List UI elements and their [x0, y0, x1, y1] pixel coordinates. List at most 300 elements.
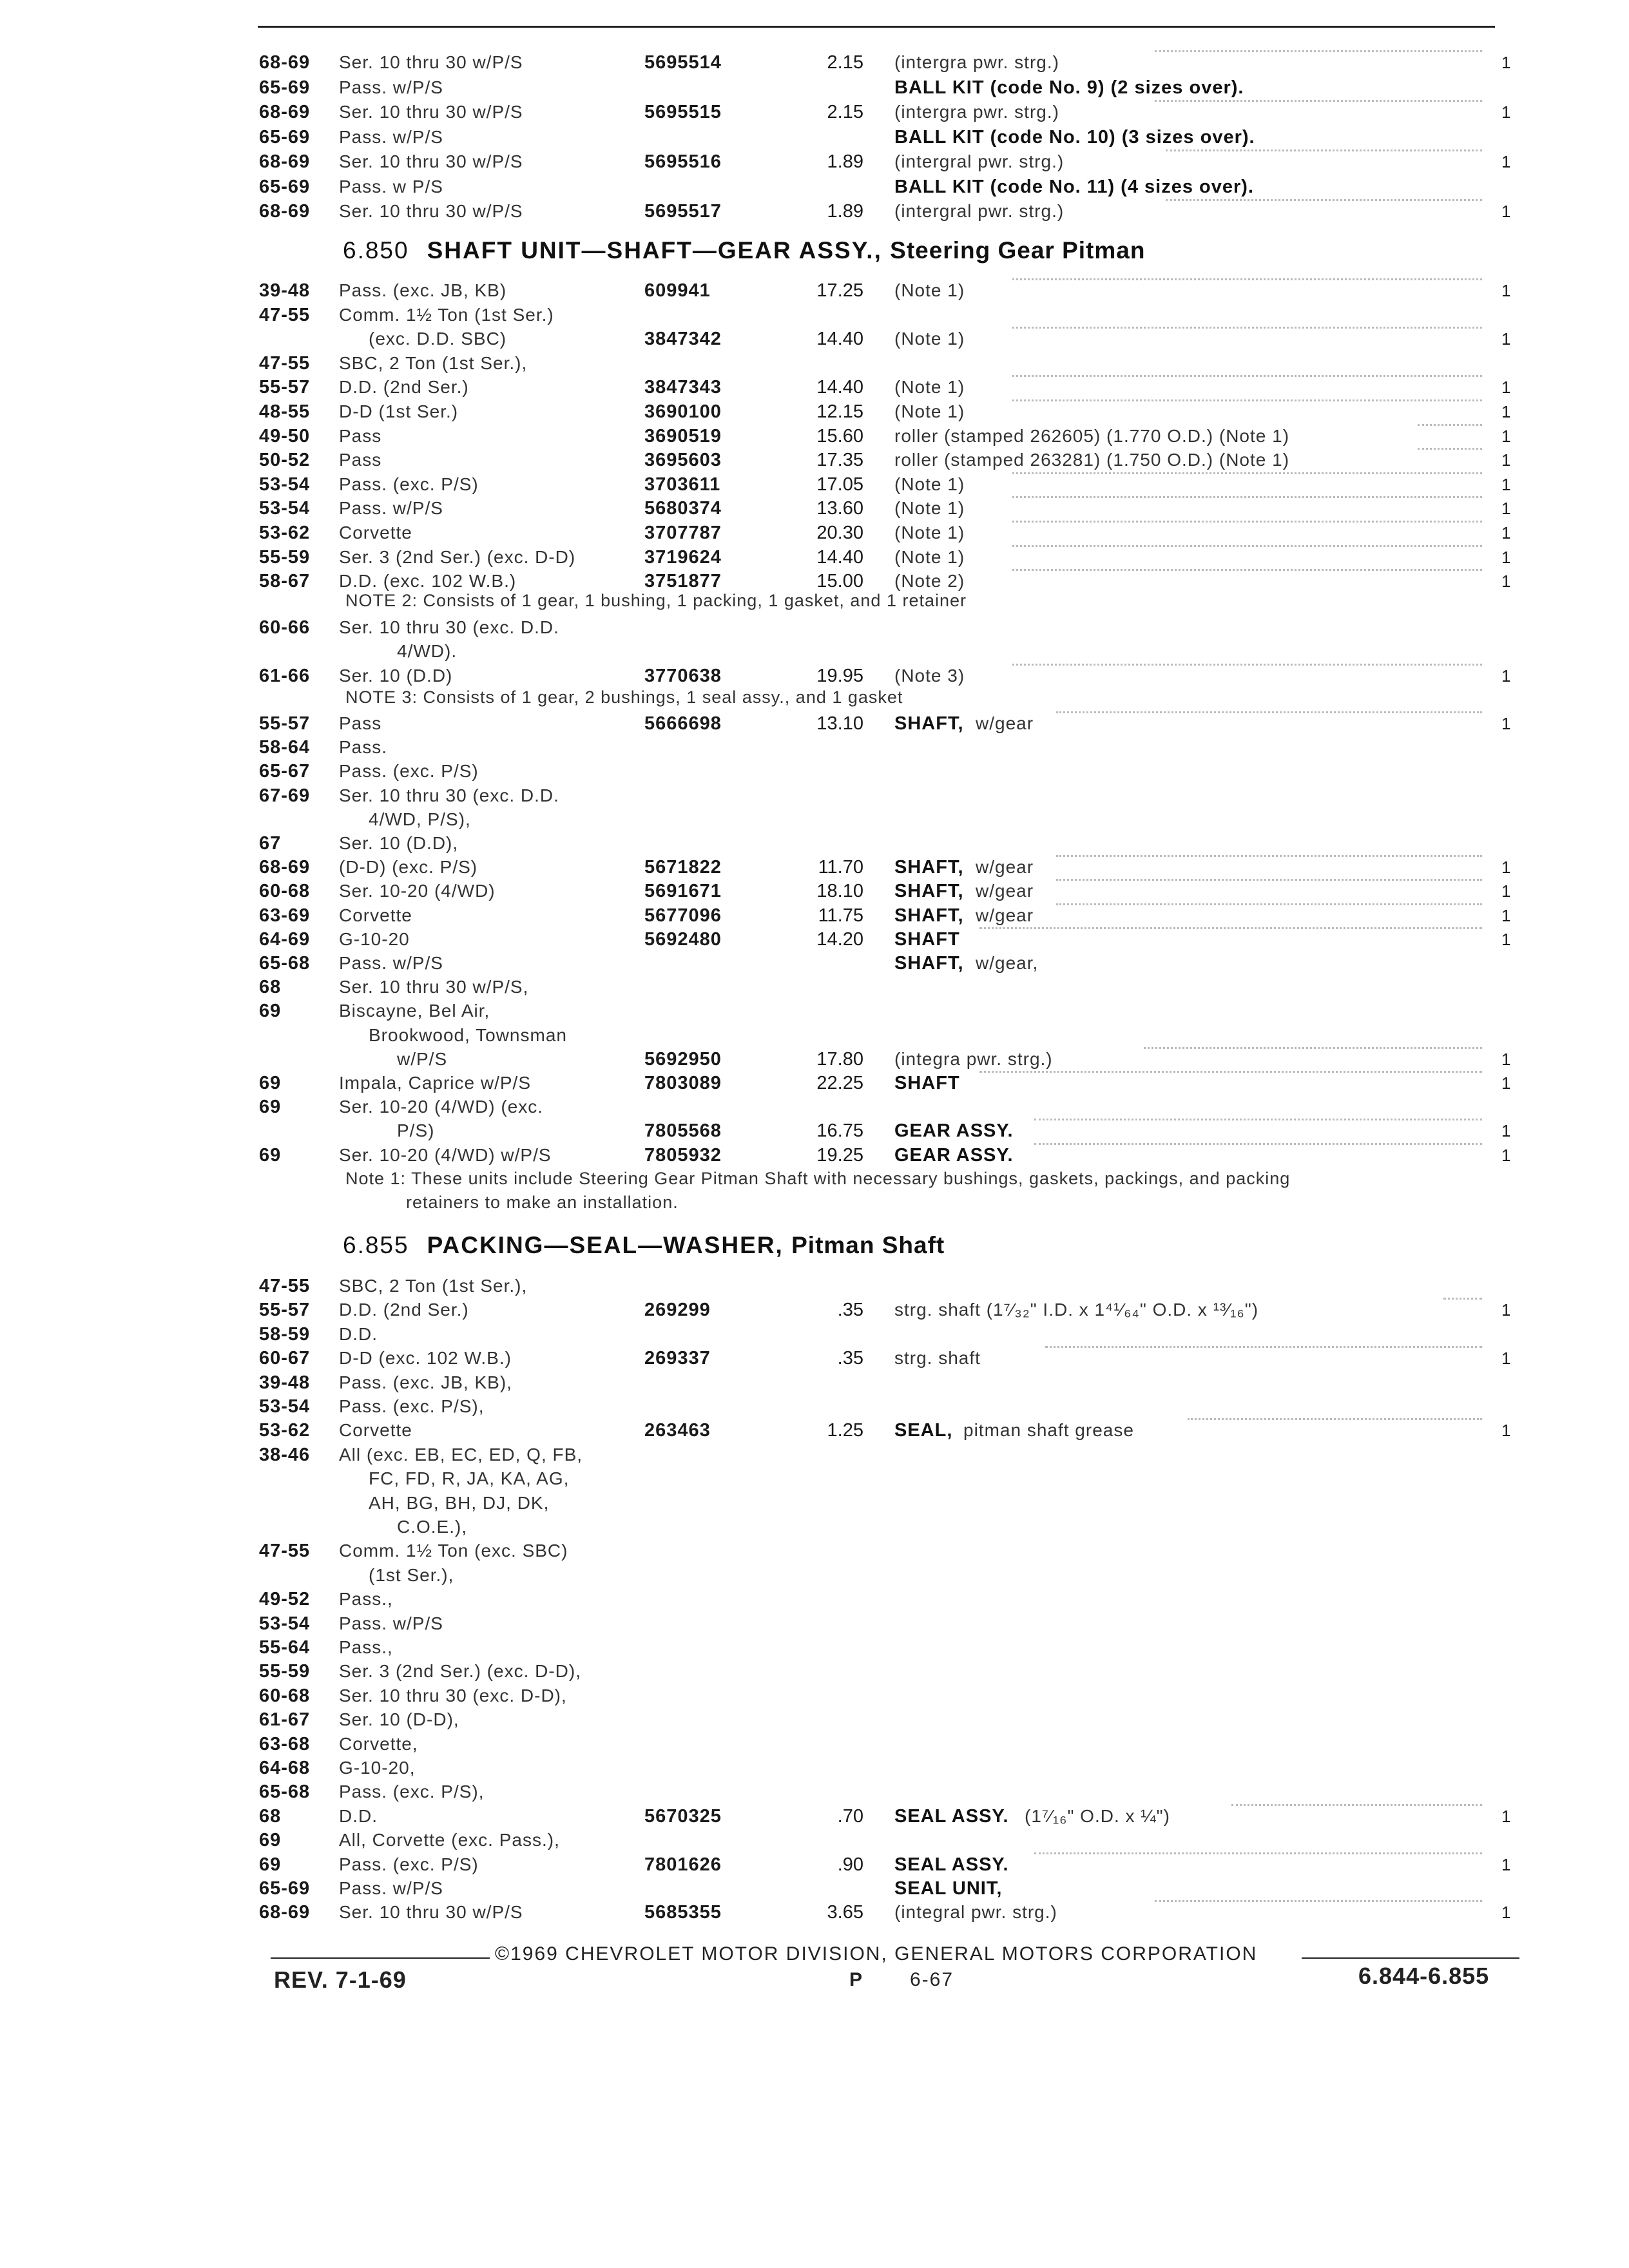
table-row: [0, 759, 1547, 783]
dot-leader: [1034, 1119, 1482, 1120]
part-name: SHAFT,: [894, 881, 964, 902]
part-number: 3703611: [644, 474, 721, 495]
model-years: 68-69: [259, 52, 311, 73]
model-years: 69: [259, 1097, 282, 1118]
list-price: 1.89: [827, 151, 863, 172]
table-row: [0, 735, 1547, 760]
application: D-D (1st Ser.): [339, 401, 459, 421]
quantity: 1: [1501, 1300, 1511, 1320]
remarks: (Note 1): [894, 546, 965, 567]
part-number: 3695603: [644, 450, 722, 471]
model-years: 58-59: [259, 1323, 311, 1345]
list-price: 11.75: [818, 905, 863, 926]
part-number: 5695517: [644, 201, 722, 222]
part-number: 3847342: [644, 329, 722, 350]
table-row: [0, 1659, 1547, 1684]
table-row: [0, 1394, 1547, 1419]
dot-leader: [1012, 496, 1482, 498]
table-row: [0, 199, 1547, 224]
application: Pass.: [339, 737, 388, 758]
remarks: pitman shaft grease: [963, 1420, 1134, 1441]
table-row: [0, 1047, 1547, 1072]
model-years: 68-69: [259, 1902, 311, 1923]
table-row: [0, 375, 1547, 399]
table-row: [0, 1635, 1547, 1660]
table-row: [0, 1900, 1547, 1925]
table-row: [0, 1732, 1547, 1756]
part-number: 5671822: [644, 857, 722, 878]
remarks: (1⁷⁄₁₆" O.D. x ¼"): [1025, 1805, 1170, 1826]
list-price: 18.10: [816, 881, 863, 902]
quantity: 1: [1501, 152, 1511, 171]
list-price: 11.70: [818, 857, 863, 878]
model-years: 39-48: [259, 1372, 311, 1393]
quantity: 1: [1501, 1421, 1511, 1441]
model-years: 60-66: [259, 617, 311, 638]
part-number: 3707787: [644, 523, 722, 543]
dot-leader: [1012, 375, 1482, 377]
list-price: 1.89: [827, 201, 863, 222]
model-years: 49-50: [259, 425, 311, 447]
table-row: [0, 639, 1547, 664]
remarks: (Note 3): [894, 665, 965, 686]
application: Ser. 10 thru 30 w/P/S: [339, 102, 523, 122]
table-row: [0, 1611, 1547, 1636]
remarks: (integra pwr. strg.): [894, 1048, 1053, 1069]
model-years: 50-52: [259, 450, 311, 471]
dot-leader: [1012, 521, 1482, 523]
part-name: SHAFT,: [894, 905, 964, 926]
quantity: 1: [1501, 450, 1511, 470]
model-years: 61-66: [259, 665, 311, 686]
application: SBC, 2 Ton (1st Ser.),: [339, 1276, 528, 1296]
application: Ser. 10 thru 30 w/P/S: [339, 201, 523, 221]
part-number: 5691671: [644, 881, 722, 902]
model-years: 49-52: [259, 1589, 311, 1610]
list-price: 17.35: [816, 450, 863, 471]
list-price: 14.40: [816, 546, 863, 568]
application: Biscayne, Bel Air,: [339, 1001, 490, 1021]
part-number: 269337: [644, 1348, 711, 1369]
model-years: 65-69: [259, 176, 311, 197]
model-years: 68-69: [259, 857, 311, 878]
table-row: [0, 999, 1547, 1023]
footer-page-number: 6-67: [910, 1969, 954, 1990]
dot-leader: [1056, 711, 1482, 713]
list-price: .90: [837, 1854, 863, 1875]
application: Ser. 10-20 (4/WD) (exc.: [339, 1097, 544, 1117]
model-years: 69: [259, 1144, 282, 1166]
quantity: 1: [1501, 1049, 1511, 1069]
top-rule: [258, 26, 1495, 28]
part-number: 5666698: [644, 713, 722, 734]
application: All (exc. EB, EC, ED, Q, FB,: [339, 1444, 583, 1465]
list-price: 14.40: [816, 329, 863, 350]
model-years: 63-68: [259, 1733, 311, 1754]
application: Ser. 10 (D.D): [339, 665, 453, 686]
table-row: [0, 1539, 1547, 1563]
application: Brookwood, Townsman: [369, 1024, 567, 1045]
part-number: 5695515: [644, 102, 722, 122]
table-row: [0, 472, 1547, 497]
table-row: [0, 496, 1547, 521]
part-number: 5695516: [644, 151, 722, 172]
application: Ser. 10 (D-D),: [339, 1709, 459, 1730]
part-number: 3719624: [644, 546, 722, 568]
quantity: 1: [1501, 881, 1511, 901]
quantity: 1: [1501, 1121, 1511, 1141]
model-years: 60-67: [259, 1348, 311, 1369]
quantity: 1: [1501, 426, 1511, 446]
model-years: 69: [259, 1001, 282, 1022]
model-years: 53-62: [259, 1420, 311, 1441]
part-number: 5670325: [644, 1805, 722, 1827]
application: G-10-20: [339, 928, 410, 949]
dot-leader: [1012, 327, 1482, 329]
application: Pass. (exc. P/S): [339, 474, 479, 494]
model-years: 65-67: [259, 761, 311, 782]
list-price: 14.40: [816, 377, 863, 398]
table-row: [0, 149, 1547, 174]
table-row: [0, 1298, 1547, 1322]
remarks: w/gear,: [976, 953, 1039, 973]
dot-leader: [1166, 149, 1482, 151]
part-number: 3847343: [644, 377, 722, 398]
table-row: [0, 569, 1547, 593]
remarks: (Note 1): [894, 474, 965, 494]
table-row: [0, 1707, 1547, 1732]
model-years: 65-69: [259, 126, 311, 148]
application: Pass: [339, 713, 382, 733]
list-price: 19.25: [816, 1144, 863, 1166]
part-number: 3690519: [644, 425, 722, 447]
application: w/P/S: [397, 1048, 448, 1069]
application: Pass.,: [339, 1637, 393, 1657]
list-price: 17.05: [816, 474, 863, 495]
model-years: 58-64: [259, 737, 311, 758]
application: Ser. 10 thru 30 w/P/S: [339, 151, 523, 171]
application: D.D. (exc. 102 W.B.): [339, 571, 517, 591]
model-years: 69: [259, 1073, 282, 1093]
model-years: 53-62: [259, 523, 311, 543]
application: Comm. 1½ Ton (exc. SBC): [339, 1541, 568, 1561]
table-row: [0, 927, 1547, 952]
application: Comm. 1½ Ton (1st Ser.): [339, 304, 554, 325]
dot-leader: [1012, 278, 1482, 280]
list-price: 2.15: [827, 102, 863, 122]
remarks: (Note 2): [894, 571, 965, 591]
table-row: [0, 278, 1547, 303]
dot-leader: [979, 1071, 1482, 1073]
table-row: [0, 1804, 1547, 1829]
dot-leader: [1056, 879, 1482, 881]
list-price: 13.60: [816, 498, 863, 519]
table-row: [0, 615, 1547, 640]
table-row: [0, 1071, 1547, 1095]
quantity: 1: [1501, 378, 1511, 398]
dot-leader: [1155, 1900, 1482, 1902]
quantity: 1: [1501, 1073, 1511, 1093]
application: FC, FD, R, JA, KA, AG,: [369, 1468, 570, 1489]
application: Pass. (exc. JB, KB): [339, 280, 507, 300]
list-price: 22.25: [816, 1073, 863, 1093]
part-name: SHAFT: [894, 928, 960, 950]
table-row: [0, 50, 1547, 75]
part-name: SEAL,: [894, 1420, 953, 1441]
table-row: [0, 448, 1547, 472]
application: Ser. 10 thru 30 (exc. D.D.: [339, 785, 559, 805]
model-years: 69: [259, 1854, 282, 1875]
part-name: SHAFT: [894, 1073, 960, 1093]
remarks: (Note 1): [894, 401, 965, 421]
dot-leader: [1188, 1418, 1482, 1420]
quantity: 1: [1501, 1349, 1511, 1369]
model-years: 60-68: [259, 881, 311, 902]
remarks: (Note 1): [894, 280, 965, 300]
dot-leader: [1012, 664, 1482, 666]
table-row: [0, 351, 1547, 376]
application: All, Corvette (exc. Pass.),: [339, 1830, 560, 1850]
quantity: 1: [1501, 1145, 1511, 1165]
footer-page-letter: P: [849, 1969, 864, 1990]
application: AH, BG, BH, DJ, DK,: [369, 1492, 550, 1513]
dot-leader: [1418, 424, 1482, 426]
table-row: [0, 1119, 1547, 1143]
table-row: [0, 303, 1547, 327]
remarks: w/gear: [976, 881, 1034, 901]
application: Pass. w/P/S: [339, 126, 443, 147]
part-number: 609941: [644, 280, 711, 301]
table-row: [0, 327, 1547, 351]
application: Pass. w/P/S: [339, 1613, 443, 1633]
part-name: SHAFT,: [894, 713, 964, 734]
table-row: [0, 521, 1547, 545]
application: Ser. 10 thru 30 w/P/S: [339, 1902, 523, 1923]
table-row: [0, 1684, 1547, 1708]
dot-leader: [979, 927, 1482, 929]
application: Impala, Caprice w/P/S: [339, 1073, 531, 1093]
note-2: NOTE 2: Consists of 1 gear, 1 bushing, 1 packing, 1 gasket, and 1 retainer: [345, 591, 967, 610]
remarks: (intergra pwr. strg.): [894, 102, 1059, 122]
application: Pass. (exc. JB, KB),: [339, 1372, 512, 1392]
list-price: 20.30: [816, 523, 863, 543]
model-years: 55-57: [259, 1300, 311, 1321]
section-6850-heading: [343, 237, 1145, 264]
quantity: 1: [1501, 547, 1511, 567]
quantity: 1: [1501, 929, 1511, 949]
application: P/S): [397, 1120, 435, 1141]
dot-leader: [1155, 50, 1482, 52]
model-years: 58-67: [259, 571, 311, 592]
table-row: [0, 424, 1547, 448]
remarks: roller (stamped 263281) (1.750 O.D.) (Note 1): [894, 450, 1290, 470]
application: Pass. w/P/S: [339, 1878, 443, 1898]
application: D.D. (2nd Ser.): [339, 1300, 469, 1320]
remarks: (Note 1): [894, 329, 965, 349]
application: Pass. (exc. P/S),: [339, 1396, 485, 1416]
list-price: 15.00: [816, 571, 863, 592]
table-row: [0, 1780, 1547, 1804]
remarks: (Note 1): [894, 523, 965, 543]
dot-leader: [1012, 399, 1482, 401]
table-row: [0, 1322, 1547, 1347]
model-years: 68: [259, 977, 282, 998]
remarks: (Note 1): [894, 377, 965, 398]
dot-leader: [1418, 448, 1482, 450]
remarks: w/gear: [976, 905, 1034, 925]
application: Pass. w/P/S: [339, 77, 443, 97]
part-name: SEAL UNIT,: [894, 1878, 1003, 1899]
model-years: 67: [259, 833, 282, 854]
quantity: 1: [1501, 402, 1511, 421]
dot-leader: [1034, 1852, 1482, 1854]
part-number: 5692480: [644, 928, 722, 950]
application: Ser. 10 thru 30 w/P/S,: [339, 977, 529, 997]
table-row: [0, 75, 1547, 100]
application: Pass. (exc. P/S),: [339, 1782, 485, 1802]
dot-leader: [1012, 569, 1482, 571]
application: Pass. w P/S: [339, 176, 443, 197]
remarks: (intergral pwr. strg.): [894, 151, 1065, 171]
model-years: 61-67: [259, 1709, 311, 1731]
part-name: SHAFT,: [894, 953, 964, 974]
list-price: 17.80: [816, 1048, 863, 1070]
model-years: 68-69: [259, 201, 311, 222]
application: D.D.: [339, 1805, 378, 1826]
section-6855-heading: [343, 1232, 945, 1259]
part-number: 5680374: [644, 498, 722, 519]
footer-rule-right: [1302, 1957, 1519, 1959]
application: Ser. 3 (2nd Ser.) (exc. D-D),: [339, 1661, 581, 1682]
table-row: [0, 975, 1547, 999]
list-price: 19.95: [816, 665, 863, 686]
note-1-line-2: retainers to make an installation.: [406, 1193, 679, 1212]
application: Pass. w/P/S: [339, 953, 443, 973]
dot-leader: [1012, 545, 1482, 547]
model-years: 53-54: [259, 1613, 311, 1634]
quantity: 1: [1501, 523, 1511, 543]
application: Ser. 3 (2nd Ser.) (exc. D-D): [339, 546, 576, 567]
table-row: [0, 807, 1547, 832]
table-row: [0, 399, 1547, 424]
part-number: 3690100: [644, 401, 722, 422]
remarks: strg. shaft: [894, 1348, 981, 1369]
model-years: 39-48: [259, 280, 311, 301]
application: Ser. 10 thru 30 w/P/S: [339, 52, 523, 72]
remarks: w/gear: [976, 713, 1034, 733]
section-title-caps: SHAFT UNIT—SHAFT—GEAR ASSY.,: [427, 237, 882, 264]
model-years: 55-57: [259, 713, 311, 734]
table-row: [0, 1876, 1547, 1901]
application: SBC, 2 Ton (1st Ser.),: [339, 352, 528, 373]
dot-leader: [1443, 1298, 1482, 1300]
remarks: strg. shaft (1⁷⁄₃₂" I.D. x 1⁴¹⁄₆₄" O.D. x ¹³⁄₁₆"): [894, 1300, 1259, 1320]
model-years: 68: [259, 1805, 282, 1827]
quantity: 1: [1501, 858, 1511, 878]
table-row: [0, 1443, 1547, 1467]
list-price: .35: [837, 1348, 863, 1369]
dot-leader: [1155, 100, 1482, 102]
table-row: [0, 879, 1547, 903]
list-price: 3.65: [827, 1902, 863, 1923]
model-years: 65-69: [259, 77, 311, 98]
model-years: 64-69: [259, 928, 311, 950]
model-years: 47-55: [259, 352, 311, 374]
quantity: 1: [1501, 329, 1511, 349]
remarks: roller (stamped 262605) (1.770 O.D.) (Note 1): [894, 425, 1290, 446]
list-price: 16.75: [816, 1120, 863, 1142]
application: Pass. (exc. P/S): [339, 761, 479, 782]
part-name: GEAR ASSY.: [894, 1120, 1014, 1142]
application: Corvette: [339, 523, 412, 543]
application: (D-D) (exc. P/S): [339, 857, 478, 878]
remarks: (integral pwr. strg.): [894, 1902, 1057, 1923]
dot-leader: [1045, 1346, 1482, 1348]
application: 4/WD).: [397, 641, 458, 662]
list-price: 12.15: [816, 401, 863, 422]
model-years: 65-69: [259, 1878, 311, 1899]
model-years: 53-54: [259, 498, 311, 519]
table-row: [0, 1828, 1547, 1852]
part-number: 7805568: [644, 1120, 722, 1142]
quantity: 1: [1501, 905, 1511, 925]
model-years: 65-68: [259, 953, 311, 974]
application: Pass. w/P/S: [339, 498, 443, 519]
list-price: 15.60: [816, 425, 863, 447]
table-row: [0, 1756, 1547, 1780]
list-price: 2.15: [827, 52, 863, 73]
table-row: [0, 1095, 1547, 1119]
model-years: 64-68: [259, 1758, 311, 1778]
application: D.D.: [339, 1323, 378, 1344]
footer-rule-left: [271, 1957, 490, 1959]
application: D.D. (2nd Ser.): [339, 377, 469, 398]
application: Ser. 10 (D.D),: [339, 833, 459, 853]
table-row: [0, 1563, 1547, 1588]
list-price: 14.20: [816, 928, 863, 950]
table-row: [0, 664, 1547, 688]
application: Corvette: [339, 905, 412, 925]
application: Corvette: [339, 1420, 412, 1441]
part-number: 7801626: [644, 1854, 722, 1875]
application: Ser. 10 thru 30 (exc. D-D),: [339, 1685, 567, 1706]
table-row: [0, 951, 1547, 975]
table-row: [0, 1418, 1547, 1443]
model-years: 67-69: [259, 785, 311, 806]
model-years: 38-46: [259, 1444, 311, 1465]
table-row: [0, 711, 1547, 736]
model-years: 55-59: [259, 1661, 311, 1682]
list-price: 1.25: [827, 1420, 863, 1441]
section-title-rest: Steering Gear Pitman: [890, 237, 1146, 264]
table-row: [0, 125, 1547, 149]
application: G-10-20,: [339, 1758, 416, 1778]
application: D-D (exc. 102 W.B.): [339, 1348, 512, 1369]
model-years: 55-57: [259, 377, 311, 398]
part-name: GEAR ASSY.: [894, 1144, 1014, 1166]
part-number: 7803089: [644, 1073, 722, 1093]
dot-leader: [1056, 855, 1482, 857]
dot-leader: [1144, 1047, 1482, 1049]
table-row: [0, 831, 1547, 856]
footer-copyright: ©1969 CHEVROLET MOTOR DIVISION, GENERAL MOTORS CORPORATION: [495, 1943, 1258, 1965]
model-years: 69: [259, 1830, 282, 1851]
quantity: 1: [1501, 714, 1511, 733]
remarks: (intergra pwr. strg.): [894, 52, 1059, 72]
table-row: [0, 903, 1547, 928]
table-row: [0, 100, 1547, 124]
model-years: 48-55: [259, 401, 311, 422]
